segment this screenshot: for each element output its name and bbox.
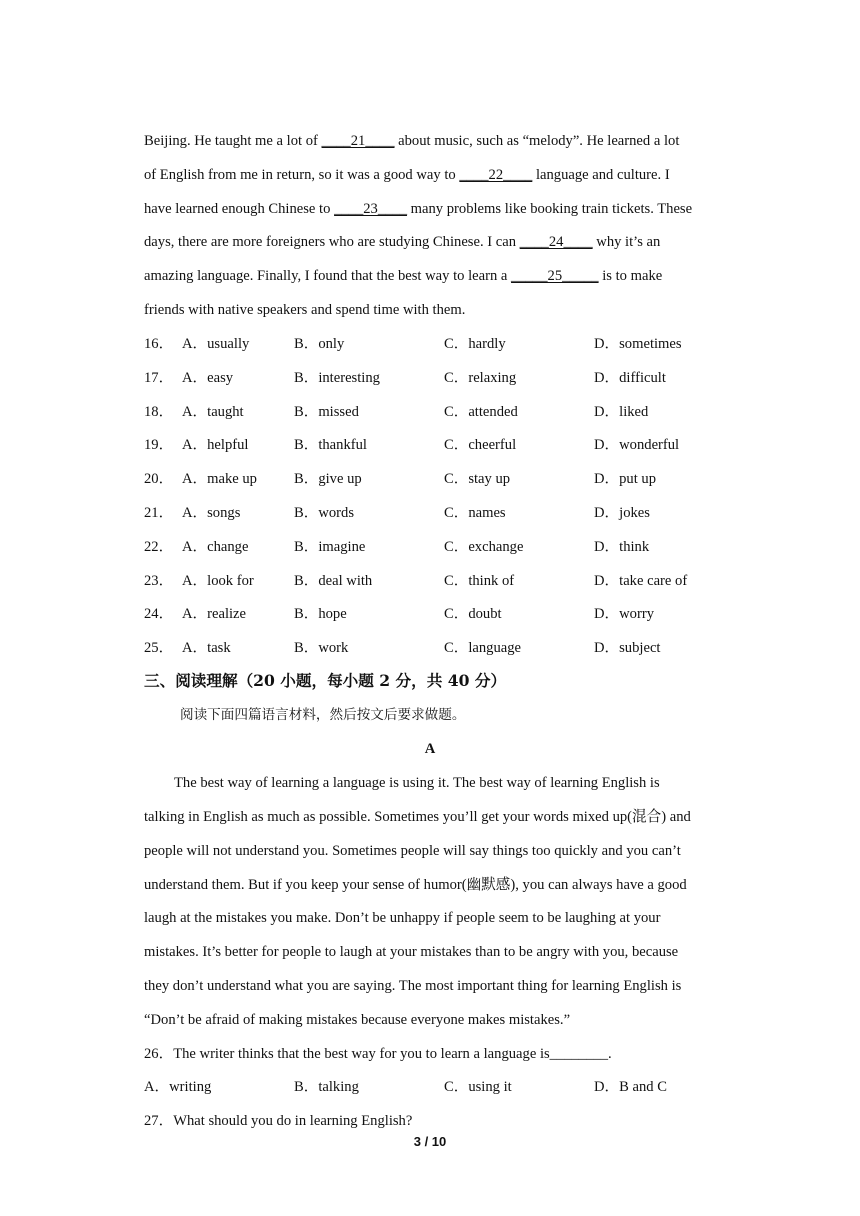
passage-line	[144, 300, 465, 320]
question-number: 22．	[144, 539, 174, 555]
blank-21: ____21____	[321, 133, 395, 149]
question-number: 24．	[144, 606, 174, 622]
passage-line	[144, 232, 660, 252]
question-17	[144, 368, 724, 388]
option-d[interactable]: D．jokes	[594, 505, 650, 521]
option-c[interactable]: C．doubt	[444, 606, 502, 622]
text: of English from me in return, so it was a good way to	[144, 167, 460, 183]
question-25	[144, 638, 724, 658]
option-b[interactable]: B．interesting	[294, 370, 380, 386]
section-instruction: 阅读下面四篇语言材料，然后按文后要求做题。	[180, 707, 466, 723]
text: Beijing. He taught me a lot of	[144, 133, 322, 149]
option-a[interactable]: A．usually	[182, 336, 250, 352]
option-d[interactable]: D．B and C	[594, 1079, 667, 1095]
option-a[interactable]: A．helpful	[182, 437, 249, 453]
question-24	[144, 604, 724, 624]
section-heading: 三、阅读理解（20 小题，每小题 2 分，共 40 分）	[144, 671, 507, 690]
option-c[interactable]: C．stay up	[444, 471, 511, 487]
question-16	[144, 334, 724, 354]
question-21	[144, 503, 724, 523]
option-a[interactable]: A．realize	[182, 606, 247, 622]
question-number: 16．	[144, 336, 174, 352]
question-number: 19．	[144, 437, 174, 453]
option-a[interactable]: A．songs	[182, 505, 241, 521]
option-c[interactable]: C．hardly	[444, 336, 506, 352]
passage-line: talking in English as much as possible. Sometimes you’ll get your words mixed up(混合) and	[144, 809, 691, 825]
text: have learned enough Chinese to	[144, 201, 335, 217]
option-b[interactable]: B．imagine	[294, 539, 366, 555]
text: is to make	[598, 268, 663, 284]
question-26-stem: 26．The writer thinks that the best way for you to learn a language is________.	[144, 1046, 612, 1062]
text: about music, such as “melody”. He learned a lot	[394, 133, 680, 149]
option-b[interactable]: B．only	[294, 336, 345, 352]
passage-line: people will not understand you. Sometimes people will say things too quickly and you can’t	[144, 843, 681, 859]
option-a[interactable]: A．taught	[182, 404, 244, 420]
question-23	[144, 571, 724, 591]
question-number: 21．	[144, 505, 174, 521]
option-b[interactable]: B．thankful	[294, 437, 367, 453]
option-b[interactable]: B．deal with	[294, 573, 373, 589]
passage-line: The best way of learning a language is using it. The best way of learning English is	[174, 775, 660, 791]
page-number: 3 / 10	[413, 1134, 447, 1149]
question-number: 18．	[144, 404, 174, 420]
option-c[interactable]: C．using it	[444, 1079, 512, 1095]
option-c[interactable]: C．attended	[444, 404, 518, 420]
option-c[interactable]: C．names	[444, 505, 506, 521]
option-d[interactable]: D．take care of	[594, 573, 688, 589]
blank-22: ____22____	[459, 167, 533, 183]
option-d[interactable]: D．sometimes	[594, 336, 682, 352]
question-number: 25．	[144, 640, 174, 656]
option-d[interactable]: D．difficult	[594, 370, 666, 386]
option-c[interactable]: C．cheerful	[444, 437, 517, 453]
passage-line: mistakes. It’s better for people to laugh at your mistakes than to be angry with you, because	[144, 944, 679, 960]
option-d[interactable]: D．liked	[594, 404, 649, 420]
text: amazing language. Finally, I found that the best way to learn a	[144, 268, 512, 284]
passage-line	[144, 199, 692, 219]
blank-23: ____23____	[334, 201, 408, 217]
option-b[interactable]: B．missed	[294, 404, 359, 420]
question-27-stem: 27．What should you do in learning English?	[144, 1113, 413, 1129]
passage-line	[144, 266, 662, 286]
option-b[interactable]: B．words	[294, 505, 354, 521]
option-b[interactable]: B．hope	[294, 606, 347, 622]
option-d[interactable]: D．put up	[594, 471, 657, 487]
passage-line: they don’t understand what you are saying. The most important thing for learning English is	[144, 978, 682, 994]
option-a[interactable]: A．writing	[144, 1079, 212, 1095]
option-d[interactable]: D．subject	[594, 640, 661, 656]
text: language and culture. I	[532, 167, 670, 183]
passage-line	[144, 131, 679, 151]
option-d[interactable]: D．wonderful	[594, 437, 680, 453]
text: days, there are more foreigners who are studying Chinese. I can	[144, 234, 520, 250]
option-a[interactable]: A．easy	[182, 370, 234, 386]
option-a[interactable]: A．task	[182, 640, 231, 656]
option-c[interactable]: C．exchange	[444, 539, 524, 555]
option-c[interactable]: C．relaxing	[444, 370, 517, 386]
question-number: 20．	[144, 471, 174, 487]
option-a[interactable]: A．change	[182, 539, 249, 555]
option-d[interactable]: D．think	[594, 539, 650, 555]
question-19	[144, 435, 724, 455]
blank-25: _____25_____	[511, 268, 599, 284]
option-a[interactable]: A．look for	[182, 573, 254, 589]
passage-line: laugh at the mistakes you make. Don’t be unhappy if people seem to be laughing at your	[144, 910, 661, 926]
question-26-options	[144, 1077, 724, 1097]
option-a[interactable]: A．make up	[182, 471, 257, 487]
passage-line: “Don’t be afraid of making mistakes because everyone makes mistakes.”	[144, 1012, 571, 1028]
option-c[interactable]: C．think of	[444, 573, 515, 589]
option-b[interactable]: B．talking	[294, 1079, 359, 1095]
question-number: 17．	[144, 370, 174, 386]
blank-24: ____24____	[519, 234, 593, 250]
passage-title: A	[424, 741, 436, 757]
passage-line	[144, 165, 670, 185]
option-b[interactable]: B．work	[294, 640, 349, 656]
passage-line: understand them. But if you keep your sense of humor(幽默感), you can always have a good	[144, 877, 687, 893]
option-c[interactable]: C．language	[444, 640, 522, 656]
option-d[interactable]: D．worry	[594, 606, 654, 622]
question-18	[144, 402, 724, 422]
text: many problems like booking train tickets. These	[407, 201, 693, 217]
text: friends with native speakers and spend time with them.	[144, 302, 466, 318]
text: why it’s an	[592, 234, 661, 250]
question-22	[144, 537, 724, 557]
question-number: 23．	[144, 573, 174, 589]
option-b[interactable]: B．give up	[294, 471, 362, 487]
question-20	[144, 469, 724, 489]
